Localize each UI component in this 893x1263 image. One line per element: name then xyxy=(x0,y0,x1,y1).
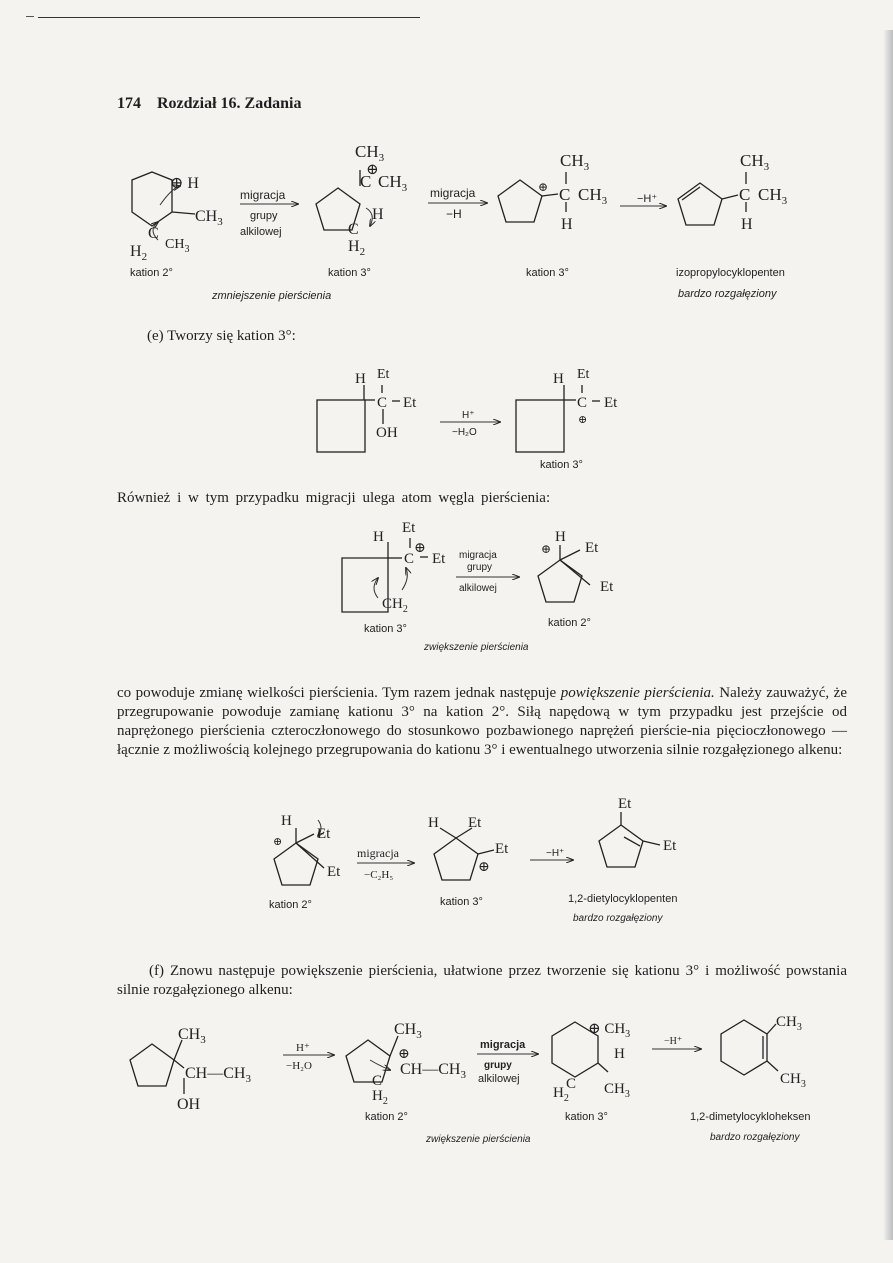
c-label: C xyxy=(148,225,159,242)
ch3-label: $CH_3$ xyxy=(776,1014,802,1033)
plus-charge: ⊕ xyxy=(578,414,588,426)
plus-charge: ⊕ xyxy=(541,542,552,556)
chch3-label: $CH—CH_3$ xyxy=(185,1065,251,1085)
h2-label: $H_2$ xyxy=(130,243,148,263)
structure-tertiary-cation xyxy=(552,1021,630,1104)
bond xyxy=(174,1040,182,1060)
arrow-label: alkilowej xyxy=(240,226,282,238)
plus-h: ⊕ H xyxy=(170,175,199,192)
plus-charge: ⊕ xyxy=(478,860,490,875)
bond xyxy=(390,1036,398,1056)
c-label: C xyxy=(566,1076,577,1092)
structure-label: kation 3° xyxy=(526,267,569,279)
oh-label: OH xyxy=(177,1096,201,1113)
paragraph-text: Należy zauważyć, że przegrupowanie powoduje zamianę kationu 3° na kation 2°. Siłą napędową w tym przypadku jest przejście od naprężonego pierścienia czteroczłonowego do stosunkowo pozbawionego naprężeń pierście-nia pięcioczłonowego — łącznie z możliwością kolejnego przegrupowania do kationu 3° i ewentualnego utworzenia silnie rozgałęzionego alkenu: xyxy=(117,685,847,758)
paragraph-emphasis: powiększenie pierścienia. xyxy=(560,685,715,701)
h-label: H xyxy=(555,529,566,545)
arrow-label: −H xyxy=(446,207,462,221)
page-number: 174 xyxy=(117,95,141,112)
et-label: Et xyxy=(495,841,509,857)
bond xyxy=(598,1063,608,1072)
c-label: C xyxy=(577,395,588,411)
h-label: H xyxy=(373,529,384,545)
arrow-label: grupy xyxy=(250,210,278,222)
arrow-label: migracja xyxy=(430,186,476,200)
structure-label: 1,2-dietylocyklopenten xyxy=(568,893,678,905)
section-e-heading: (e) Tworzy się kation 3°: xyxy=(147,328,296,344)
et-label: Et xyxy=(468,815,482,831)
ch3-label: $CH_3$ xyxy=(604,1081,630,1100)
structure-alcohol xyxy=(130,1026,251,1113)
arrow-label: H⁺ xyxy=(462,410,475,421)
et-label: Et xyxy=(577,367,590,382)
reaction-note: bardzo rozgałęziony xyxy=(573,913,663,924)
et-label: Et xyxy=(585,540,599,556)
arrow-label: −C₂H₅ xyxy=(364,869,394,881)
c-label: C xyxy=(377,395,388,411)
bond xyxy=(767,1061,778,1071)
arrow-label: −H⁺ xyxy=(637,193,658,205)
five-ring xyxy=(130,1044,174,1086)
ch3-label: $CH_3$ xyxy=(178,1026,206,1046)
bond xyxy=(174,1060,184,1068)
plus-charge: ⊕ xyxy=(398,1047,410,1062)
et-label: Et xyxy=(432,551,446,567)
h-label: H xyxy=(355,371,366,387)
ch3-label: $CH_3$ xyxy=(394,1021,422,1041)
arrow-label: alkilowej xyxy=(478,1073,520,1085)
arrow-label: −H₂O xyxy=(452,427,477,438)
structure-label: 1,2-dimetylocykloheksen xyxy=(690,1111,811,1123)
oh-label: OH xyxy=(376,425,398,441)
c-label: C xyxy=(348,221,359,238)
h-label: H xyxy=(428,815,439,831)
arrow-label: −H₂O xyxy=(286,1060,312,1072)
et-label: Et xyxy=(663,838,677,854)
ch3-label: $CH_3$ xyxy=(195,208,223,228)
et-label: Et xyxy=(403,395,417,411)
h2-label: $H_2$ xyxy=(348,238,366,258)
et-label: Et xyxy=(317,826,331,842)
arrow-label: H⁺ xyxy=(296,1042,310,1054)
h-label: H xyxy=(372,206,384,223)
h-label: H xyxy=(553,371,564,387)
plus-ch3: ⊕ $CH_3$ xyxy=(588,1021,631,1040)
structure-label: kation 3° xyxy=(540,459,583,471)
h-label: H xyxy=(281,813,292,829)
section-f-paragraph: (f) Znowu następuje powiększenie pierścienia, ułatwione przez tworzenie się kationu 3° i możliwość powstania silnie rozgałęzionego alkenu: xyxy=(117,963,847,998)
structure-label: kation 2° xyxy=(130,267,173,279)
et-label: Et xyxy=(604,395,618,411)
structure-dimethylcyclohexene xyxy=(721,1014,806,1090)
structure-label: kation 3° xyxy=(565,1111,608,1123)
h-label: H xyxy=(614,1046,625,1062)
structure-label: izopropylocyklopenten xyxy=(676,267,785,279)
structure-label: kation 3° xyxy=(364,623,407,635)
arrow-label: grupy xyxy=(467,562,493,573)
reaction-note: bardzo rozgałęziony xyxy=(678,288,777,300)
et-label: Et xyxy=(327,864,341,880)
structure-label: kation 3° xyxy=(440,896,483,908)
structure-label: kation 2° xyxy=(548,617,591,629)
ch3-right: $CH_3$ xyxy=(758,185,788,207)
five-ring xyxy=(346,1040,390,1082)
structure-secondary-cation xyxy=(346,1021,466,1107)
reaction-note: zwiększenie pierścienia xyxy=(426,1134,531,1145)
structure-label: kation 2° xyxy=(365,1111,408,1123)
arrow-label: migracja xyxy=(240,188,286,202)
arrow-label: migracja xyxy=(459,550,497,561)
ch3-label: $CH_3$ xyxy=(165,237,190,255)
chapter-title: Rozdział 16. Zadania xyxy=(157,95,302,112)
ch3-right: $CH_3$ xyxy=(578,185,608,207)
et-label: Et xyxy=(402,520,416,536)
c-label: C xyxy=(739,185,751,204)
ch3-right: $CH_3$ xyxy=(378,172,408,194)
c-label: C xyxy=(372,1073,383,1089)
reaction-note: zwiększenie pierścienia xyxy=(424,642,529,653)
c-label: C xyxy=(559,185,571,204)
paragraph-text: co powoduje zmianę wielkości pierścienia. Tym razem jednak następuje xyxy=(117,685,561,701)
arrow-label: grupy xyxy=(484,1060,512,1071)
arrow-alkyl-migration xyxy=(477,1039,538,1085)
chch3-label: $CH—CH_3$ xyxy=(400,1061,466,1081)
structure-label: kation 2° xyxy=(269,899,312,911)
h2-label: $H_2$ xyxy=(553,1085,569,1104)
paragraph-1: Również i w tym przypadku migracji ulega atom węgla pierścienia: xyxy=(117,490,551,506)
arrow-label: −H⁺ xyxy=(546,848,565,859)
h-label: H xyxy=(561,216,573,233)
ch3-top: $CH_3$ xyxy=(740,151,770,173)
reaction-note: zmniejszenie pierścienia xyxy=(212,290,332,302)
et-label: Et xyxy=(618,796,632,812)
plus-charge: ⊕ xyxy=(538,180,549,194)
reaction-note: bardzo rozgałęziony xyxy=(710,1132,800,1143)
arrow-label: migracja xyxy=(357,846,399,860)
h-label: H xyxy=(741,216,753,233)
arrow-label: migracja xyxy=(480,1039,526,1051)
arrow-label: alkilowej xyxy=(459,583,497,594)
et-label: Et xyxy=(600,579,614,595)
ch2-label: $CH_2$ xyxy=(382,596,408,615)
plus-charge: ⊕ xyxy=(366,162,379,178)
arrow-elimination xyxy=(652,1036,701,1049)
c-label: C xyxy=(404,551,415,567)
plus-charge: ⊕ xyxy=(273,836,283,848)
six-ring xyxy=(721,1020,767,1075)
ch3-label: $CH_3$ xyxy=(780,1071,806,1090)
arrow-label: −H⁺ xyxy=(664,1036,683,1047)
ch3-top: $CH_3$ xyxy=(355,142,385,164)
h2-label: $H_2$ xyxy=(372,1088,388,1107)
ch3-top: $CH_3$ xyxy=(560,151,590,173)
et-label: Et xyxy=(377,367,390,382)
arrow-dehydration xyxy=(283,1042,334,1072)
plus-charge: ⊕ xyxy=(414,541,426,556)
c-label: C xyxy=(360,172,372,191)
bond xyxy=(767,1024,776,1034)
structure-label: kation 3° xyxy=(328,267,371,279)
